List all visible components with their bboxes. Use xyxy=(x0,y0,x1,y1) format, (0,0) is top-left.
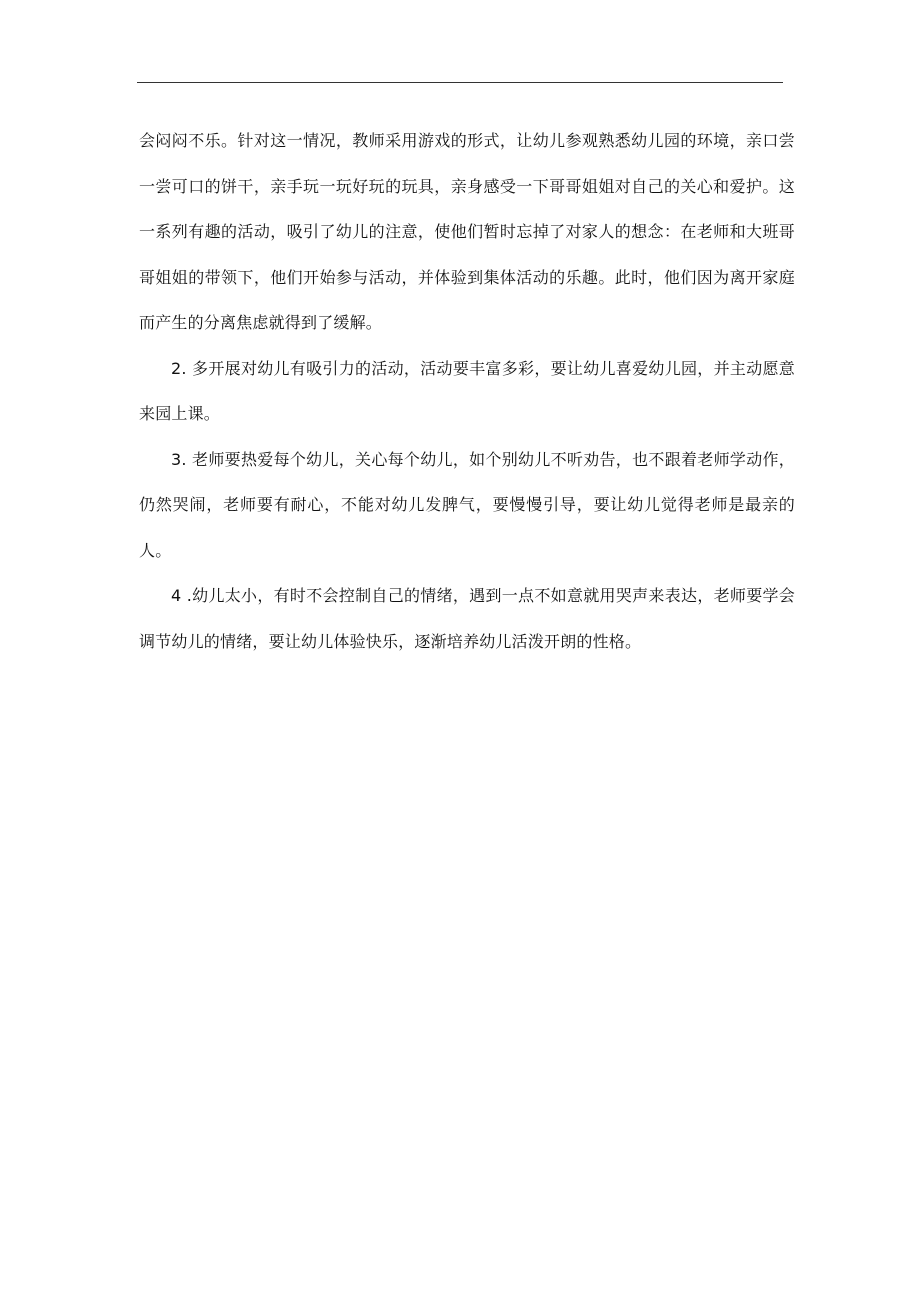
document-body xyxy=(139,118,795,664)
paragraph-point-2: 2. 多开展对幼儿有吸引力的活动，活动要丰富多彩，要让幼儿喜爱幼儿园，并主动愿意来园上课。 xyxy=(139,358,795,423)
header-rule xyxy=(137,82,783,83)
paragraph-continuation: 会闷闷不乐。针对这一情况，教师采用游戏的形式，让幼儿参观熟悉幼儿园的环境，亲口尝一尝可口的饼干，亲手玩一玩好玩的玩具，亲身感受一下哥哥姐姐对自己的关心和爱护。这一系列有趣的活动，吸引了幼儿的注意，使他们暂时忘掉了对家人的想念：在老师和大班哥哥姐姐的带领下，他们开始参与活动，并体验到集体活动的乐趣。此时，他们因为离开家庭而产生的分离焦虑就得到了缓解。 xyxy=(139,131,795,332)
paragraph-point-3: 3. 老师要热爱每个幼儿，关心每个幼儿，如个别幼儿不听劝告，也不跟着老师学动作，仍然哭闹，老师要有耐心，不能对幼儿发脾气，要慢慢引导，要让幼儿觉得老师是最亲的人。 xyxy=(139,449,795,560)
paragraph-point-4: 4 .幼儿太小，有时不会控制自己的情绪，遇到一点不如意就用哭声来表达，老师要学会调节幼儿的情绪，要让幼儿体验快乐，逐渐培养幼儿活泼开朗的性格。 xyxy=(139,586,795,651)
